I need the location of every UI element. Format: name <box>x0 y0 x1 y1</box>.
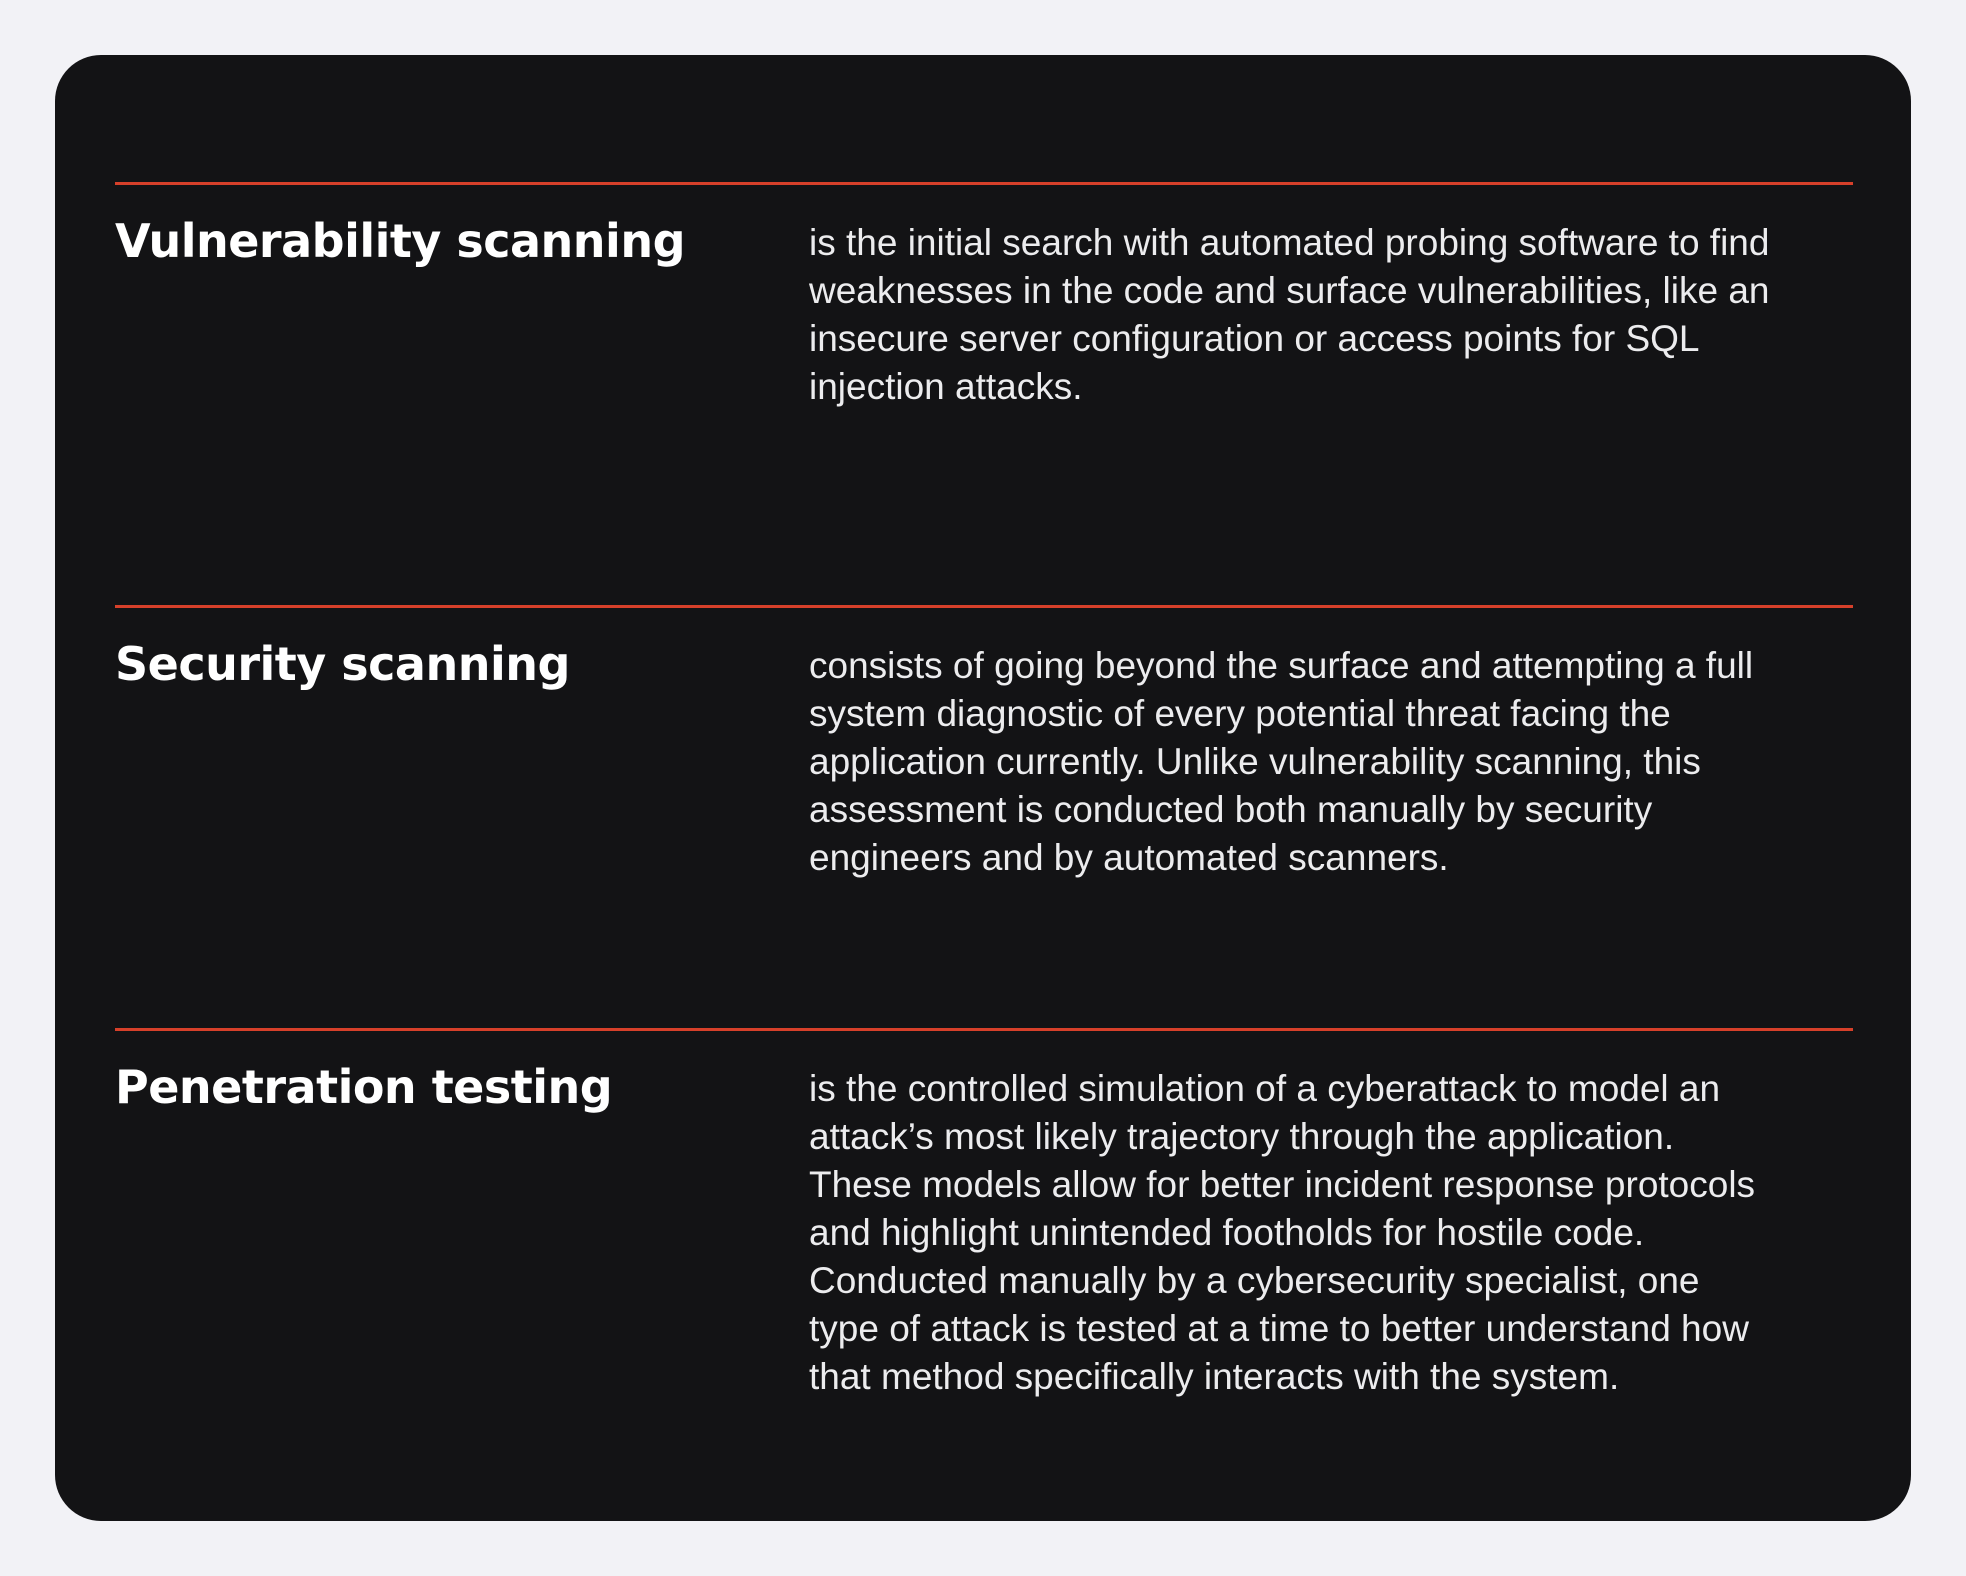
definition-row-penetration-testing <box>115 1028 1853 1397</box>
definitions-card <box>55 55 1911 1521</box>
term-description: is the controlled simulation of a cyberattack to model an attack’s most likely trajectory through the application. These models allow for better incident response protocols and highlight unintended footholds for hostile code. Conducted manually by a cybersecurity specialist, one type of attack is tested at a time to better understand how that method specifically interacts with the system. <box>809 1068 1756 1397</box>
term-heading: Security scanning <box>115 637 570 691</box>
term-heading: Penetration testing <box>115 1060 613 1114</box>
term-description: is the initial search with automated probing software to find weaknesses in the code and surface vulnerabilities, like an insecure server configuration or access points for SQL injection attacks. <box>809 222 1770 407</box>
definition-row-vulnerability-scanning <box>115 182 1853 407</box>
definition-row-security-scanning <box>115 605 1853 878</box>
term-description: consists of going beyond the surface and attempting a full system diagnostic of every potential threat facing the application currently. Unlike vulnerability scanning, this assessment is conducted both manually by security engineers and by automated scanners. <box>809 645 1754 878</box>
term-heading: Vulnerability scanning <box>115 214 685 268</box>
